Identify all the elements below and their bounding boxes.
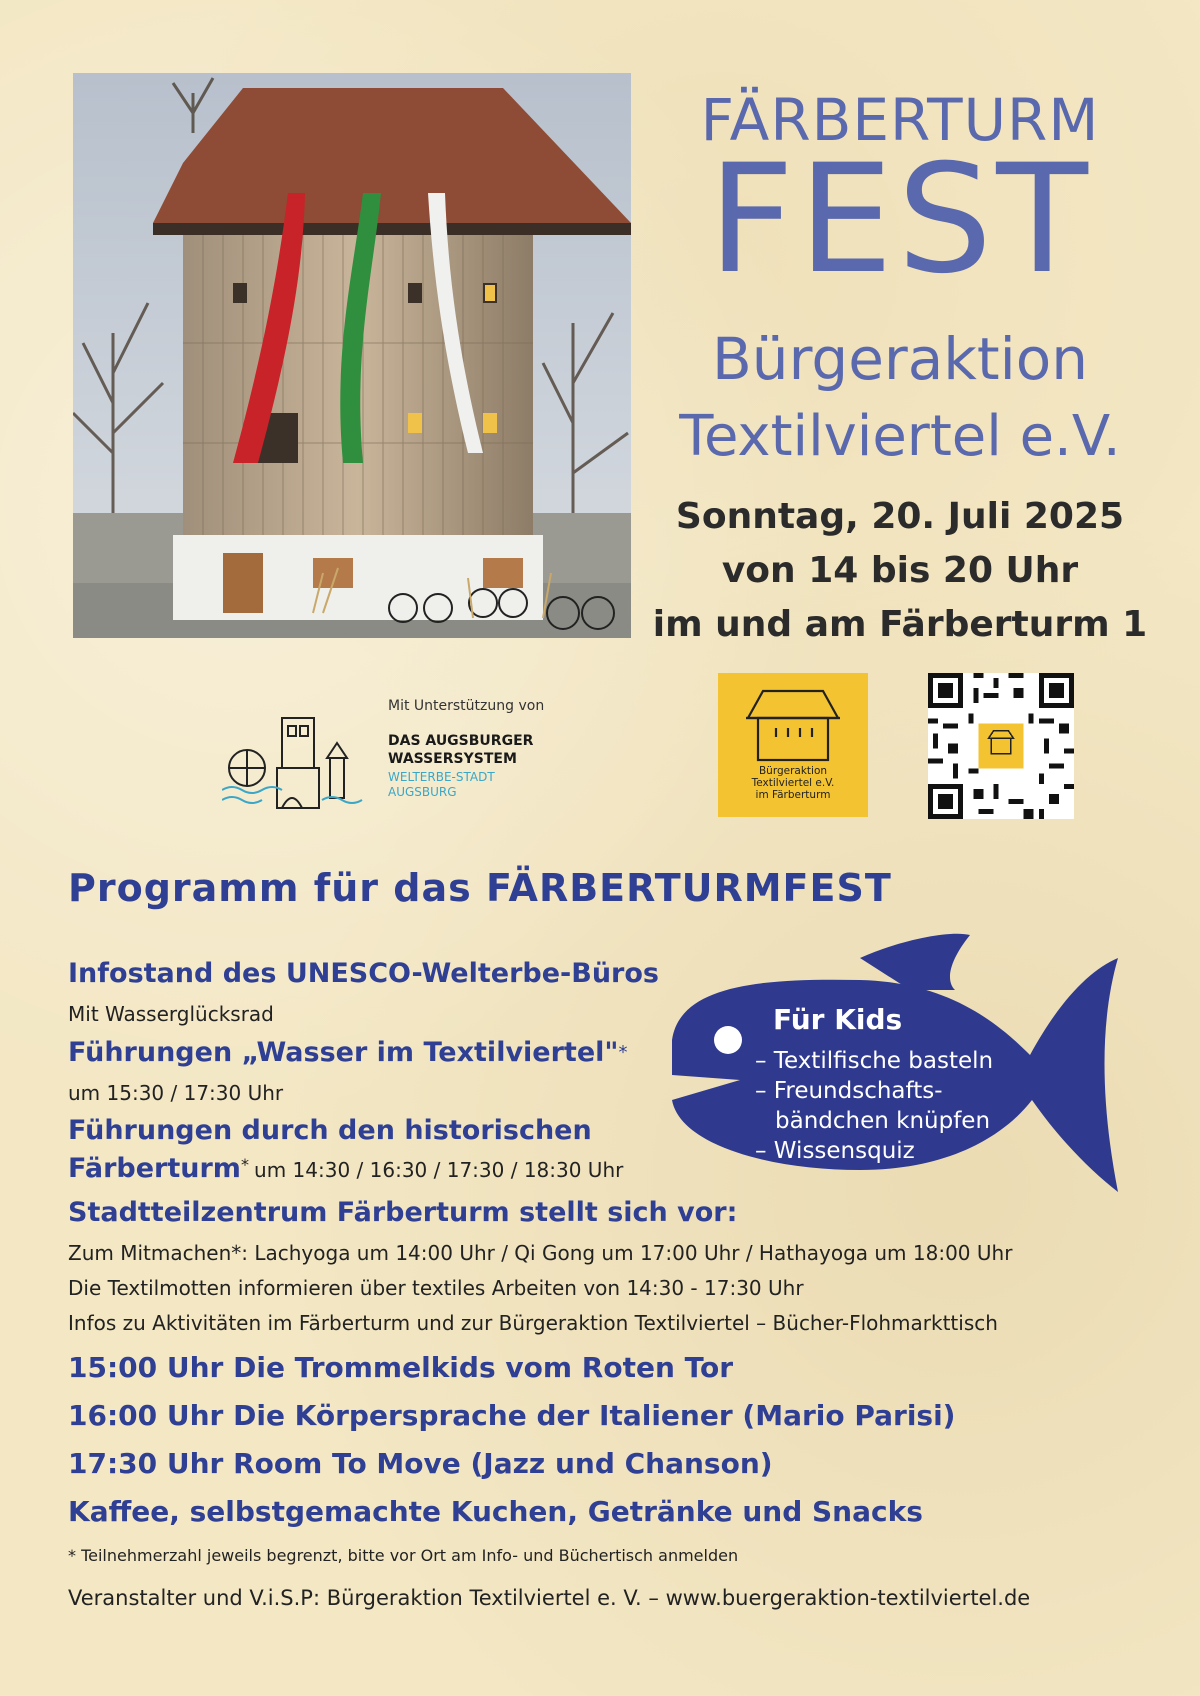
kids-item-2b: bändchen knüpfen (775, 1108, 991, 1134)
org-line1: Bürgeraktion (712, 325, 1088, 393)
event-koerpersprache: 16:00 Uhr Die Körpersprache der Italiener (Mario Parisi) (68, 1399, 956, 1432)
wassersystem-title (388, 732, 533, 768)
wassersystem-title-line1: DAS AUGSBURGER (388, 733, 534, 749)
fuehrung-turm-times: um 14:30 / 16:30 / 17:30 / 18:30 Uhr (254, 1158, 624, 1182)
tower-photo (73, 73, 631, 638)
footnote: * Teilnehmerzahl jeweils begrenzt, bitte vor Ort am Info- und Büchertisch anmelden (68, 1546, 739, 1565)
kids-title: Für Kids (773, 1003, 903, 1036)
program-item-fuehrung-wasser-sub: um 15:30 / 17:30 Uhr (68, 1081, 284, 1105)
wassersystem-logo (222, 708, 372, 822)
event-date: Sonntag, 20. Juli 2025 (675, 496, 1125, 537)
wassersystem-title-line2: WASSERSYSTEM (388, 751, 517, 767)
event-location: im und am Färberturm 1 (652, 604, 1148, 645)
event-time: von 14 bis 20 Uhr (721, 550, 1079, 591)
program-item-fuehrung-wasser-title (68, 1036, 627, 1070)
org-line2: Textilviertel e.V. (679, 404, 1121, 469)
support-label: Mit Unterstützung von (388, 698, 545, 714)
program-item-stadtteilzentrum-title: Stadtteilzentrum Färberturm stellt sich vor: (68, 1197, 738, 1228)
program-item-fuehrung-turm-title: Führungen durch den historischen (68, 1115, 592, 1146)
stadtteilzentrum-line3: Infos zu Aktivitäten im Färberturm und zur Bürgeraktion Textilviertel – Bücher-Flohmarkttisch (68, 1311, 998, 1335)
stadtteilzentrum-line1: Zum Mitmachen*: Lachyoga um 14:00 Uhr / Qi Gong um 17:00 Uhr / Hathayoga um 18:00 Uhr (68, 1241, 1013, 1265)
title-line2: FEST (708, 133, 1092, 307)
association-logo-text (718, 765, 868, 801)
event-room-to-move: 17:30 Uhr Room To Move (Jazz und Chanson) (68, 1447, 773, 1480)
program-item-unesco-sub: Mit Wasserglücksrad (68, 1002, 274, 1026)
fuehrung-turm-label: Färberturm (68, 1153, 241, 1184)
association-logo-line2: Textilviertel e.V. (751, 777, 835, 789)
kids-item-1: – Textilfische basteln (755, 1048, 994, 1074)
stadtteilzentrum-line2: Die Textilmotten informieren über textiles Arbeiten von 14:30 - 17:30 Uhr (68, 1276, 804, 1300)
association-logo-line1: Bürgeraktion (758, 765, 828, 777)
association-logo-line3: im Färberturm (755, 789, 831, 801)
program-item-unesco-title: Infostand des UNESCO-Welterbe-Büros (68, 958, 659, 989)
event-kaffee: Kaffee, selbstgemachte Kuchen, Getränke und Snacks (68, 1495, 923, 1528)
program-item-fuehrung-turm-line2 (68, 1152, 623, 1186)
program-title: Programm für das FÄRBERTURMFEST (68, 866, 892, 910)
tower-icon (718, 673, 868, 765)
kids-item-2: – Freundschafts- (755, 1078, 943, 1104)
qr-code[interactable] (928, 673, 1074, 819)
fuehrung-turm-star: * (240, 1155, 249, 1174)
kids-item-3: – Wissensquiz (755, 1138, 915, 1164)
fuehrung-wasser-label: Führungen „Wasser im Textilviertel" (68, 1037, 619, 1068)
organizer-line: Veranstalter und V.i.S.P: Bürgeraktion Textilviertel e. V. – www.buergeraktion-textilviertel.de (68, 1586, 1031, 1610)
fuehrung-wasser-star: * (618, 1042, 628, 1063)
welterbe-label (388, 770, 495, 800)
association-logo (718, 673, 868, 817)
event-trommelkids: 15:00 Uhr Die Trommelkids vom Roten Tor (68, 1351, 734, 1384)
welterbe-line1: WELTERBE-STADT (388, 770, 495, 784)
event-datetime (640, 490, 1160, 652)
title-line1: FÄRBERTURM (700, 86, 1100, 154)
welterbe-line2: AUGSBURG (388, 785, 457, 799)
